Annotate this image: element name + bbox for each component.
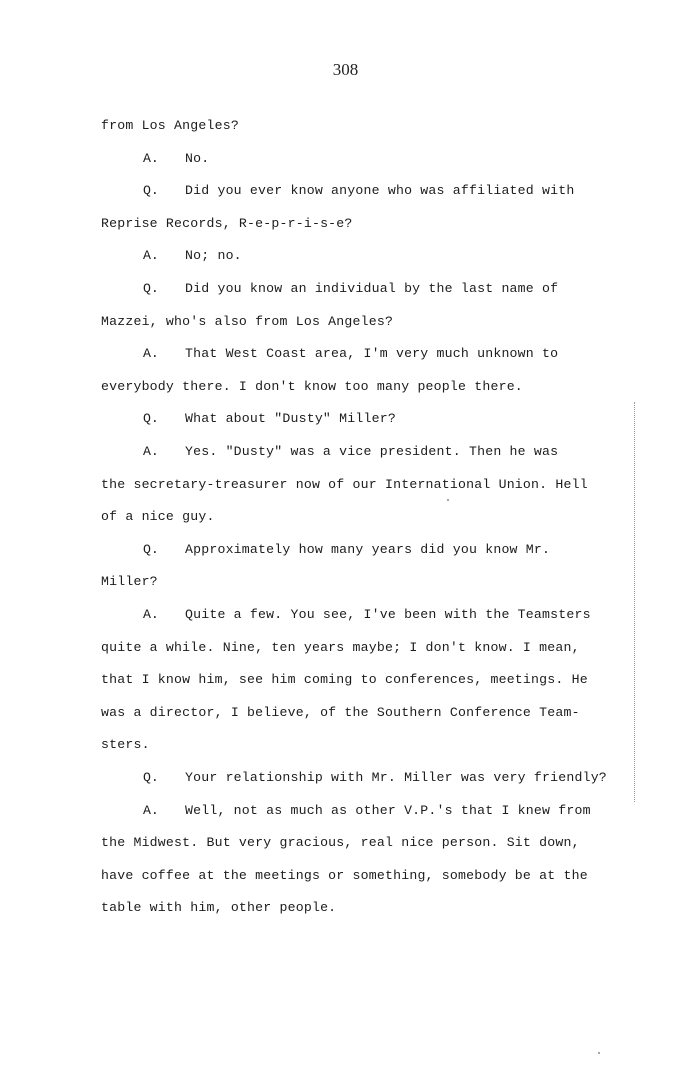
speck-mark	[447, 499, 449, 501]
answer-marker: A.	[143, 248, 159, 264]
transcript-line: That West Coast area, I'm very much unknown to	[185, 346, 559, 362]
transcript-line: Mazzei, who's also from Los Angeles?	[101, 313, 394, 329]
transcript-line: Well, not as much as other V.P.'s that I knew from	[185, 802, 591, 818]
question-marker: Q.	[143, 770, 159, 785]
transcript-line: table with him, other people.	[101, 900, 337, 916]
transcript-line: Your relationship with Mr. Miller was very friendly?	[185, 770, 607, 785]
transcript-line: Approximately how many years did you know Mr.	[185, 541, 551, 557]
transcript-line: quite a while. Nine, ten years maybe; I don't know. I mean,	[101, 639, 580, 655]
answer-marker: A.	[143, 444, 159, 459]
speck-mark	[598, 1052, 600, 1054]
answer-marker: A.	[143, 346, 159, 362]
transcript-line: of a nice guy.	[101, 509, 215, 525]
question-marker: Q.	[143, 281, 159, 296]
transcript-line: Miller?	[101, 574, 158, 590]
transcript-line: the Midwest. But very gracious, real nice person. Sit down,	[101, 835, 580, 851]
page-number: 308	[332, 60, 359, 79]
transcript-line: was a director, I believe, of the Southern Conference Team-	[101, 704, 580, 720]
transcript-line: from Los Angeles?	[101, 118, 239, 133]
question-marker: Q.	[143, 183, 159, 199]
transcript-line: sters.	[101, 737, 150, 753]
margin-mark	[634, 402, 635, 802]
transcript-line: Yes. "Dusty" was a vice president. Then he was	[185, 444, 559, 459]
transcript-line: have coffee at the meetings or something, somebody be at the	[101, 867, 588, 883]
answer-marker: A.	[143, 607, 159, 622]
transcript-line: that I know him, see him coming to conferences, meetings. He	[101, 672, 588, 688]
transcript-line: Did you ever know anyone who was affiliated with	[185, 183, 575, 199]
answer-marker: A.	[143, 150, 159, 166]
transcript-line: No; no.	[185, 248, 242, 264]
question-marker: Q.	[143, 541, 159, 557]
transcript-line: everybody there. I don't know too many people there.	[101, 378, 523, 394]
transcript-line: the secretary-treasurer now of our International Union. Hell	[101, 476, 588, 492]
answer-marker: A.	[143, 802, 159, 818]
transcript-line: What about "Dusty" Miller?	[185, 411, 396, 427]
transcript-line: No.	[185, 150, 210, 166]
transcript-line: Reprise Records, R-e-p-r-i-s-e?	[101, 215, 353, 231]
question-marker: Q.	[143, 411, 159, 427]
transcript-line: Did you know an individual by the last name of	[185, 281, 559, 296]
transcript-line: Quite a few. You see, I've been with the Teamsters	[185, 607, 591, 622]
